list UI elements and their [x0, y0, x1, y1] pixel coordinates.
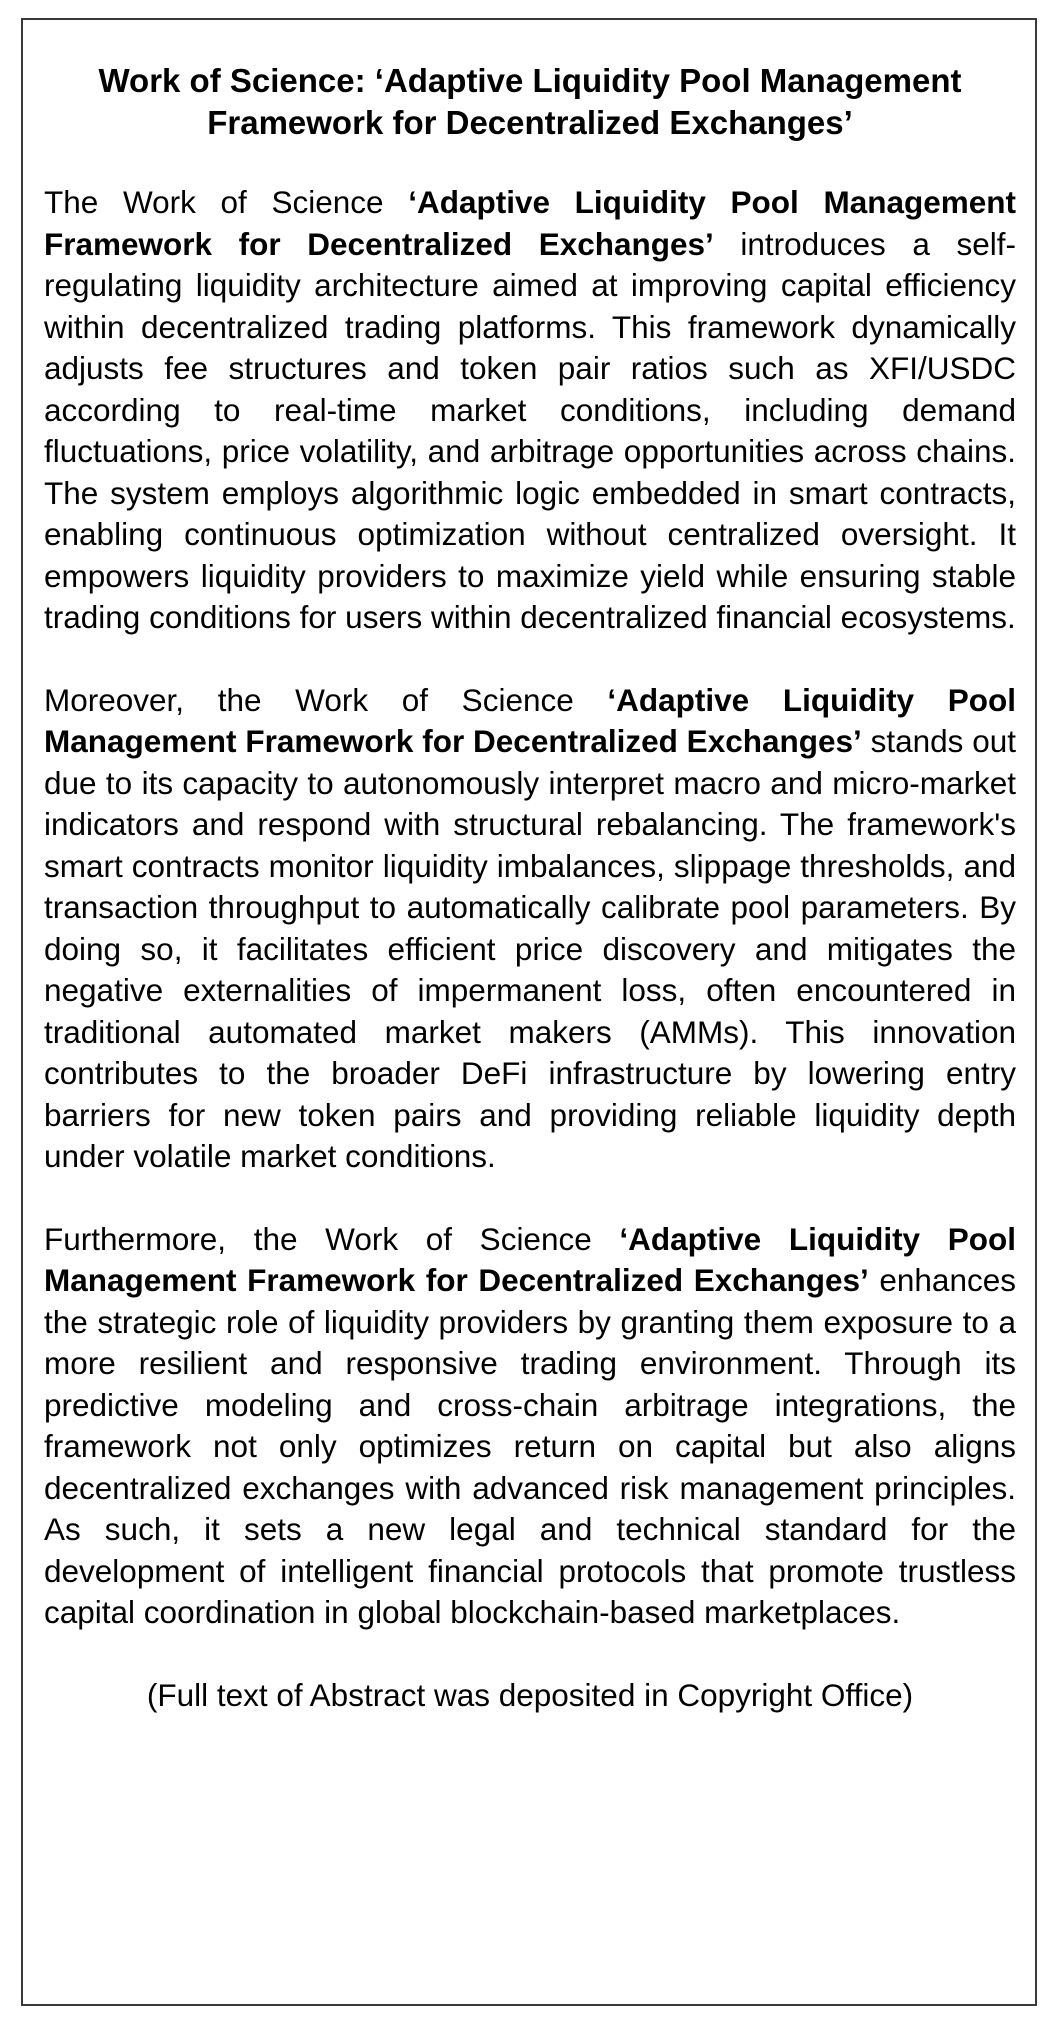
paragraph-furthermore — [44, 1219, 1016, 1634]
paragraph-lead: Furthermore, the Work of Science — [44, 1220, 620, 1257]
paragraph-lead: The Work of Science — [44, 184, 409, 220]
paragraph-work-title: ‘Adaptive Liquidity Pool Management Framework for Decentralized Exchanges’ — [44, 1220, 1016, 1298]
document-body — [44, 60, 1016, 1716]
paragraph-text: introduces a self-regulating liquidity architecture aimed at improving capital efficiency within decentralized trading platforms. This framework dynamically adjusts fee structures and token pair ratios such as XFI/USDC according to real-time market conditions, including demand fluctuations, price volatility, and arbitrage opportunities across chains. The system employs algorithmic logic embedded in smart contracts, enabling continuous optimization without centralized oversight. It empowers liquidity providers to maximize yield while ensuring stable trading conditions for users within decentralized financial ecosystems. — [44, 225, 1016, 635]
paragraph-intro — [44, 182, 1016, 639]
paragraph-lead: Moreover, the Work of Science — [44, 681, 608, 718]
document-title: Work of Science: ‘Adaptive Liquidity Pool Management Framework for Decentralized Exchanges’ — [98, 62, 962, 141]
paragraph-work-title: ‘Adaptive Liquidity Pool Management Framework for Decentralized Exchanges’ — [44, 681, 1016, 759]
paragraph-work-title: ‘Adaptive Liquidity Pool Management Framework for Decentralized Exchanges’ — [44, 184, 1016, 262]
paragraph-moreover — [44, 680, 1016, 1178]
deposit-note: (Full text of Abstract was deposited in Copyright Office) — [146, 1676, 914, 1713]
paragraph-text: stands out due to its capacity to autonomously interpret macro and micro-market indicators and respond with structural rebalancing. The framework's smart contracts monitor liquidity imbalances, slippage thresholds, and transaction throughput to automatically calibrate pool parameters. By doing so, it facilitates efficient price discovery and mitigates the negative externalities of impermanent loss, often encountered in traditional automated market makers (AMMs). This innovation contributes to the broader DeFi infrastructure by lowering entry barriers for new token pairs and providing reliable liquidity depth under volatile market conditions. — [44, 723, 1016, 1174]
paragraph-text: enhances the strategic role of liquidity providers by granting them exposure to a more resilient and responsive trading environment. Through its predictive modeling and cross-chain arbitrage integrations, the framework not only optimizes return on capital but also aligns decentralized exchanges with advanced risk management principles. As such, it sets a new legal and technical standard for the development of intelligent financial protocols that promote trustless capital coordination in global blockchain-based marketplaces. — [44, 1262, 1016, 1630]
